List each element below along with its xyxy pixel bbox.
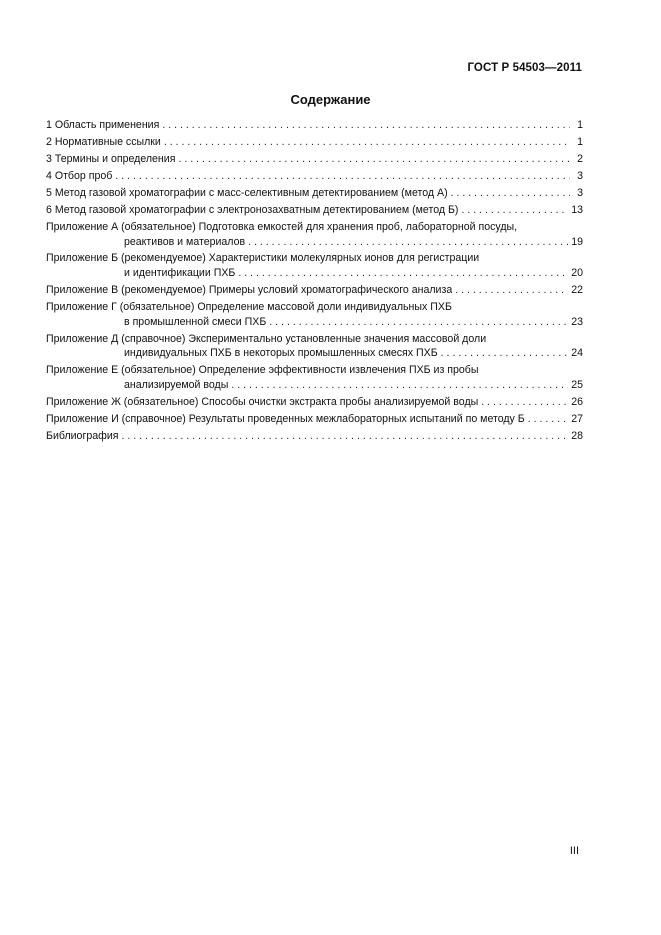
- toc-entry-bibliography[interactable]: [46, 429, 583, 444]
- toc-page-number: 3: [577, 186, 583, 199]
- page-number: III: [569, 845, 579, 857]
- dot-leader: [481, 395, 568, 410]
- dot-leader: [178, 152, 570, 167]
- toc-entry-title-continued: и идентификации ПХБ: [124, 267, 236, 280]
- toc-entry-title: 4 Отбор проб: [46, 169, 113, 182]
- dot-leader: [231, 378, 568, 393]
- dot-leader: [455, 283, 568, 298]
- dot-leader: [115, 169, 570, 184]
- toc-page-number: 1: [577, 119, 583, 131]
- toc-entry-title: Библиография: [46, 429, 119, 442]
- toc-entry-appendix-zh[interactable]: [46, 395, 583, 410]
- toc-entry-title: Приложение И (справочное) Результаты проведенных межлабораторных испытаний по методу Б: [46, 412, 525, 425]
- toc-page-number: 24: [571, 347, 583, 360]
- dot-leader: [248, 235, 568, 250]
- toc-page-number: 27: [571, 412, 583, 425]
- toc-entry-title-continued: в промышленной смеси ПХБ: [124, 315, 267, 328]
- toc-entry-title: 2 Нормативные ссылки: [46, 135, 161, 148]
- toc-entry-appendix-i[interactable]: [46, 412, 583, 427]
- toc-entry-title: Приложение Е (обязательное) Определение эффективности извлечения ПХБ из пробы: [46, 364, 479, 377]
- table-of-contents: [46, 118, 583, 446]
- dot-leader: [238, 266, 568, 281]
- toc-entry-title-continued: анализируемой воды: [124, 378, 229, 391]
- dot-leader: [162, 118, 570, 133]
- toc-entry-title: 1 Область применения: [46, 119, 160, 131]
- toc-entry-title: 6 Метод газовой хроматографии с электронозахватным детектированием (метод Б): [46, 203, 459, 216]
- toc-entry-5[interactable]: [46, 186, 583, 201]
- toc-entry-appendix-e[interactable]: [46, 363, 583, 392]
- toc-entry-title-continued: реактивов и материалов: [124, 235, 246, 248]
- toc-entry-appendix-d[interactable]: [46, 332, 583, 361]
- toc-entry-title: 5 Метод газовой хроматографии с масс-селективным детектированием (метод А): [46, 186, 448, 199]
- dot-leader: [441, 346, 569, 361]
- toc-entry-title: Приложение Б (рекомендуемое) Характеристики молекулярных ионов для регистрации: [46, 252, 480, 265]
- toc-entry-title-continued: индивидуальных ПХБ в некоторых промышленных смесях ПХБ: [124, 347, 438, 360]
- toc-page-number: 25: [571, 378, 583, 391]
- toc-entry-appendix-v[interactable]: [46, 283, 583, 298]
- toc-page-number: 20: [571, 267, 583, 280]
- toc-entry-title: 3 Термины и определения: [46, 152, 176, 165]
- toc-page-number: 3: [577, 169, 583, 182]
- toc-page-number: 13: [571, 203, 583, 216]
- toc-entry-appendix-a[interactable]: [46, 220, 583, 249]
- dot-leader: [269, 315, 568, 330]
- toc-entry-title: Приложение Д (справочное) Экспериментально установленные значения массовой доли: [46, 332, 487, 345]
- dot-leader: [528, 412, 568, 427]
- dot-leader: [121, 429, 568, 444]
- toc-page-number: 1: [577, 135, 583, 148]
- toc-entry-title: Приложение В (рекомендуемое) Примеры условий хроматографического анализа: [46, 284, 453, 297]
- toc-entry-3[interactable]: [46, 152, 583, 167]
- toc-entry-1[interactable]: [46, 118, 583, 133]
- toc-entry-appendix-b[interactable]: [46, 251, 583, 280]
- dot-leader: [164, 135, 570, 150]
- page-title: Содержание: [290, 92, 371, 107]
- toc-page-number: 19: [571, 235, 583, 248]
- dot-leader: [451, 186, 570, 201]
- toc-entry-2[interactable]: [46, 135, 583, 150]
- toc-entry-title: Приложение Г (обязательное) Определение массовой доли индивидуальных ПХБ: [46, 301, 452, 314]
- toc-page-number: 26: [571, 395, 583, 408]
- toc-entry-title: Приложение А (обязательное) Подготовка емкостей для хранения проб, лабораторной посуды,: [46, 220, 518, 233]
- document-code: ГОСТ Р 54503—2011: [467, 62, 582, 74]
- dot-leader: [461, 203, 568, 218]
- toc-page-number: 28: [571, 429, 583, 442]
- toc-entry-6[interactable]: [46, 203, 583, 218]
- toc-page-number: 23: [571, 315, 583, 328]
- toc-entry-4[interactable]: [46, 169, 583, 184]
- toc-page-number: 2: [577, 152, 583, 165]
- toc-entry-title: Приложение Ж (обязательное) Способы очистки экстракта пробы анализируемой воды: [46, 395, 479, 408]
- toc-page-number: 22: [571, 284, 583, 297]
- toc-entry-appendix-g[interactable]: [46, 300, 583, 329]
